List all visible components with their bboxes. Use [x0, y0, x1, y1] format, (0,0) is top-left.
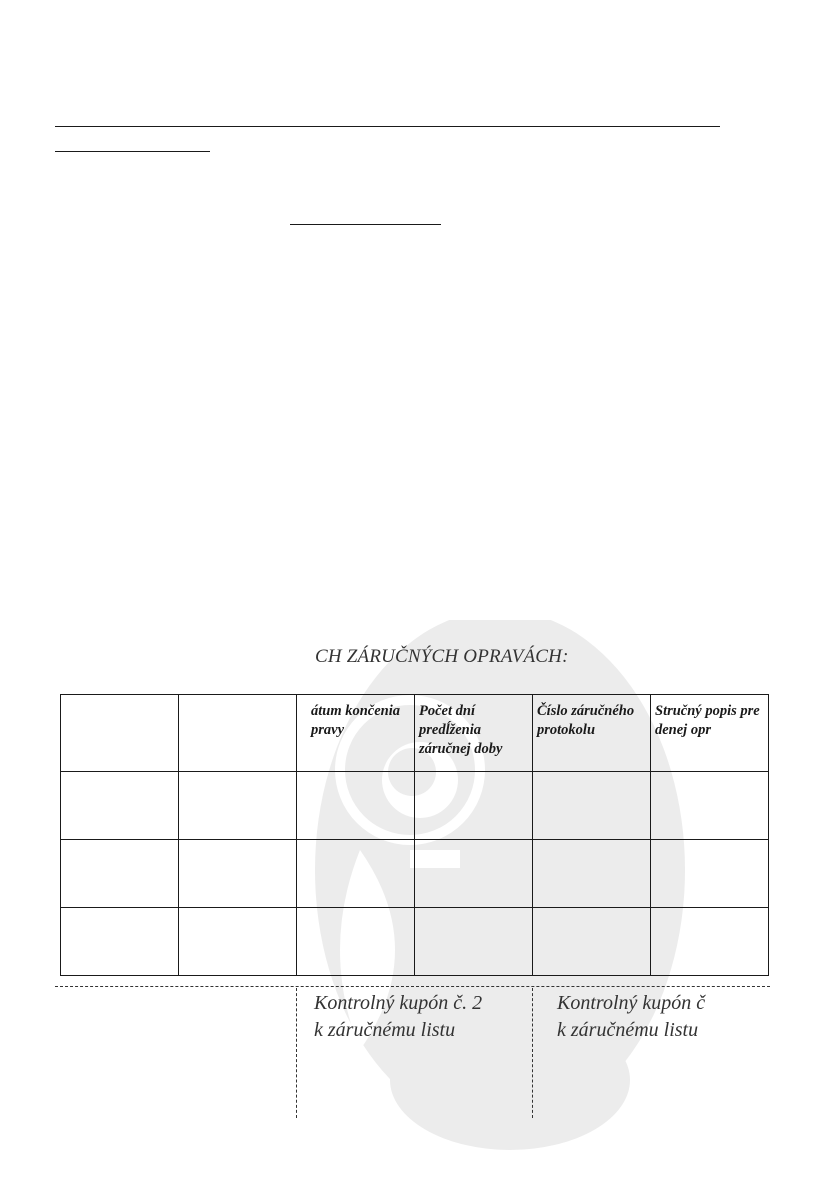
table-cell[interactable] — [415, 908, 533, 976]
table-cell[interactable] — [415, 772, 533, 840]
coupon-line-2: k záručnému listu — [557, 1019, 699, 1041]
table-row — [61, 772, 769, 840]
table-cell[interactable] — [651, 772, 769, 840]
table-cell[interactable] — [297, 772, 415, 840]
table-row — [61, 908, 769, 976]
table-cell[interactable] — [415, 840, 533, 908]
cut-line-vertical — [296, 988, 297, 1118]
coupon-3-title — [557, 990, 705, 1044]
blank-line-3 — [290, 224, 441, 225]
table-header-cell: Počet dní predĺženia záručnej doby — [415, 695, 533, 772]
table-cell[interactable] — [179, 840, 297, 908]
table-header-cell: Stručný popis pre denej opr — [651, 695, 769, 772]
table-cell[interactable] — [533, 840, 651, 908]
table-cell[interactable] — [179, 908, 297, 976]
blank-line-2 — [55, 151, 210, 152]
table-header-cell — [61, 695, 179, 772]
coupon-line-1: Kontrolný kupón č. 2 — [314, 992, 483, 1014]
table-row — [61, 840, 769, 908]
table-cell[interactable] — [297, 908, 415, 976]
coupon-line-1: Kontrolný kupón č — [557, 992, 706, 1014]
section-heading: CH ZÁRUČNÝCH OPRAVÁCH: — [315, 646, 569, 667]
table-cell[interactable] — [651, 908, 769, 976]
blank-line-1 — [55, 126, 720, 127]
table-cell[interactable] — [61, 908, 179, 976]
table-header-row — [61, 695, 769, 772]
table-cell[interactable] — [61, 772, 179, 840]
table-cell[interactable] — [61, 840, 179, 908]
repair-records-table — [60, 694, 769, 976]
cut-line-vertical — [532, 988, 533, 1118]
coupon-2-title — [314, 990, 482, 1044]
table-header-cell — [179, 695, 297, 772]
table-cell[interactable] — [651, 840, 769, 908]
cut-line-horizontal — [55, 986, 770, 987]
table-cell[interactable] — [297, 840, 415, 908]
table-header-cell: átum končenia pravy — [297, 695, 415, 772]
table-cell[interactable] — [179, 772, 297, 840]
coupon-line-2: k záručnému listu — [314, 1019, 456, 1041]
table-cell[interactable] — [533, 908, 651, 976]
table-header-cell: Číslo záručného protokolu — [533, 695, 651, 772]
table-cell[interactable] — [533, 772, 651, 840]
